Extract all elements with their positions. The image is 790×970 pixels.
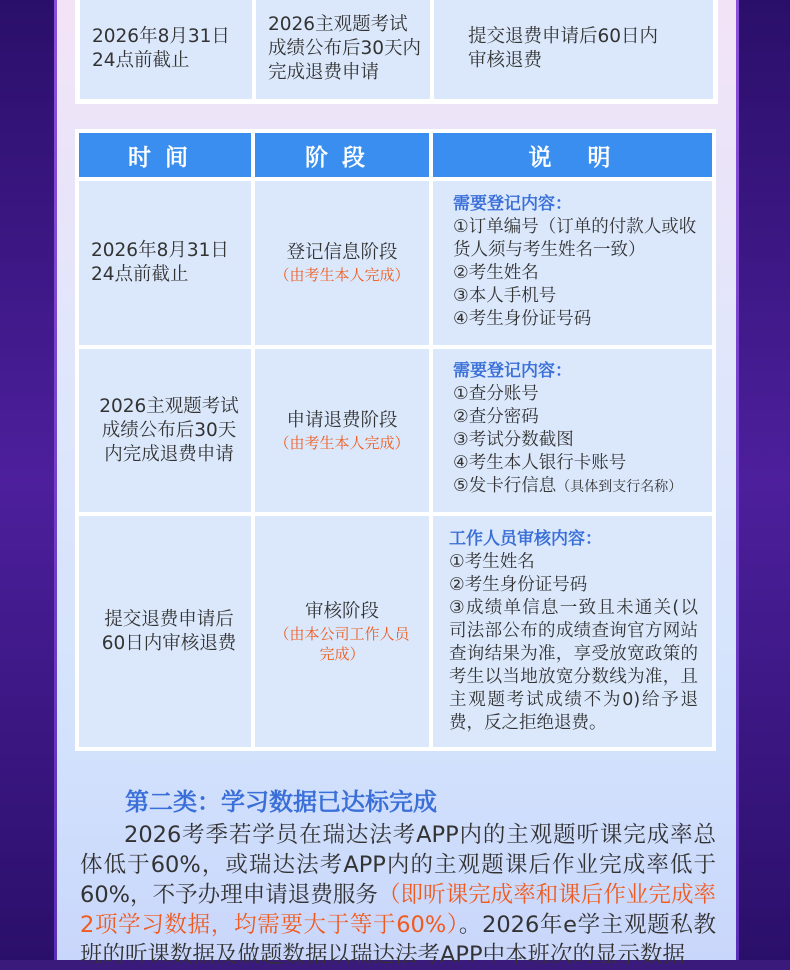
refund-process-table	[75, 129, 716, 751]
list-item: ①考生姓名	[449, 552, 535, 572]
cell-text: 提交退费申请后60日内审核退费	[101, 608, 237, 654]
table-row-1-desc	[433, 181, 712, 345]
table-row-3-desc	[433, 516, 712, 747]
list-item-note: （具体到支行名称）	[556, 479, 683, 495]
panel-edge-right	[736, 0, 739, 960]
paragraph-text: 。2026年e学主观题私教班的听课数据及做题数据以瑞达法考APP中本班次的显示数据	[80, 912, 717, 968]
stage-label: 审核阶段	[304, 600, 379, 622]
list-item: ①订单编号（订单的付款人或收货人须与考生姓名一致）	[453, 217, 697, 260]
stage-note: （由考生本人完成）	[274, 266, 410, 284]
table-cell-desc	[434, 0, 713, 99]
table-cell-time	[80, 0, 252, 99]
desc-title: 工作人员审核内容：	[449, 529, 602, 549]
cell-text: 2026年8月31日24点前截止	[91, 240, 229, 285]
desc-title: 需要登记内容：	[453, 194, 572, 214]
left-backdrop	[0, 0, 60, 960]
panel-edge-left	[54, 0, 57, 960]
section-title: 第二类：学习数据已达标完成	[125, 788, 437, 816]
table-row-2-desc	[433, 349, 712, 512]
list-item	[453, 475, 682, 499]
stage-note: （由考生本人完成）	[274, 433, 410, 452]
list-item: ④考生身份证号码	[453, 309, 592, 329]
right-backdrop	[730, 0, 790, 960]
table-cell-stage	[256, 0, 430, 99]
list-item: ④考生本人银行卡账号	[453, 453, 627, 473]
list-item: ③考试分数截图	[453, 430, 574, 450]
list-item-text: ⑤发卡行信息	[453, 476, 557, 496]
list-item: ①查分账号	[453, 384, 539, 404]
table-row-1-stage	[255, 181, 429, 345]
list-item: ②考生姓名	[453, 263, 539, 283]
cell-text: 提交退费申请后60日内审核退费	[468, 26, 659, 71]
stage-label: 登记信息阶段	[286, 242, 398, 263]
paragraph-text: 2026考季若学员在瑞达法考APP内的主观题听课完成率总体低于60%，或瑞达法考APP内的主观题课后作业完成率低于60%，不予办理申请退费服务	[80, 822, 716, 908]
table-row-2-stage	[255, 349, 429, 512]
table-row-2-time	[79, 349, 251, 512]
list-item: ②考生身份证号码	[449, 575, 588, 595]
stage-label: 申请退费阶段	[286, 409, 398, 431]
paragraph-highlight: （即听课完成率和课后作业完成率2项学习数据，均需要大于等于60%）	[80, 882, 716, 938]
list-item: ②查分密码	[453, 407, 539, 427]
cell-text: 2026主观题考试成绩公布后30天内完成退费申请	[268, 14, 422, 83]
refund-table-top	[75, 0, 718, 104]
table-row-3-stage	[255, 516, 429, 747]
stage-note: （由本公司工作人员完成）	[274, 624, 410, 663]
cell-text: 2026年8月31日24点前截止	[92, 26, 230, 71]
cell-text: 2026主观题考试成绩公布后30天内完成退费申请	[99, 395, 239, 465]
table-row-3-time	[79, 516, 251, 747]
section-paragraph	[80, 820, 716, 970]
table-header-time: 时间	[79, 133, 251, 177]
list-item: ③本人手机号	[453, 286, 557, 306]
list-item: ③成绩单信息一致且未通关(以司法部公布的成绩查询官方网站查询结果为准，享受放宽政策的考生以当地放宽分数线为准，且主观题考试成绩不为0)给予退费，反之拒绝退费。	[449, 598, 698, 733]
table-header-desc: 说明	[433, 133, 712, 177]
table-header-stage: 阶段	[255, 133, 429, 177]
desc-title: 需要登记内容：	[453, 361, 572, 381]
table-row-1-time	[79, 181, 251, 345]
